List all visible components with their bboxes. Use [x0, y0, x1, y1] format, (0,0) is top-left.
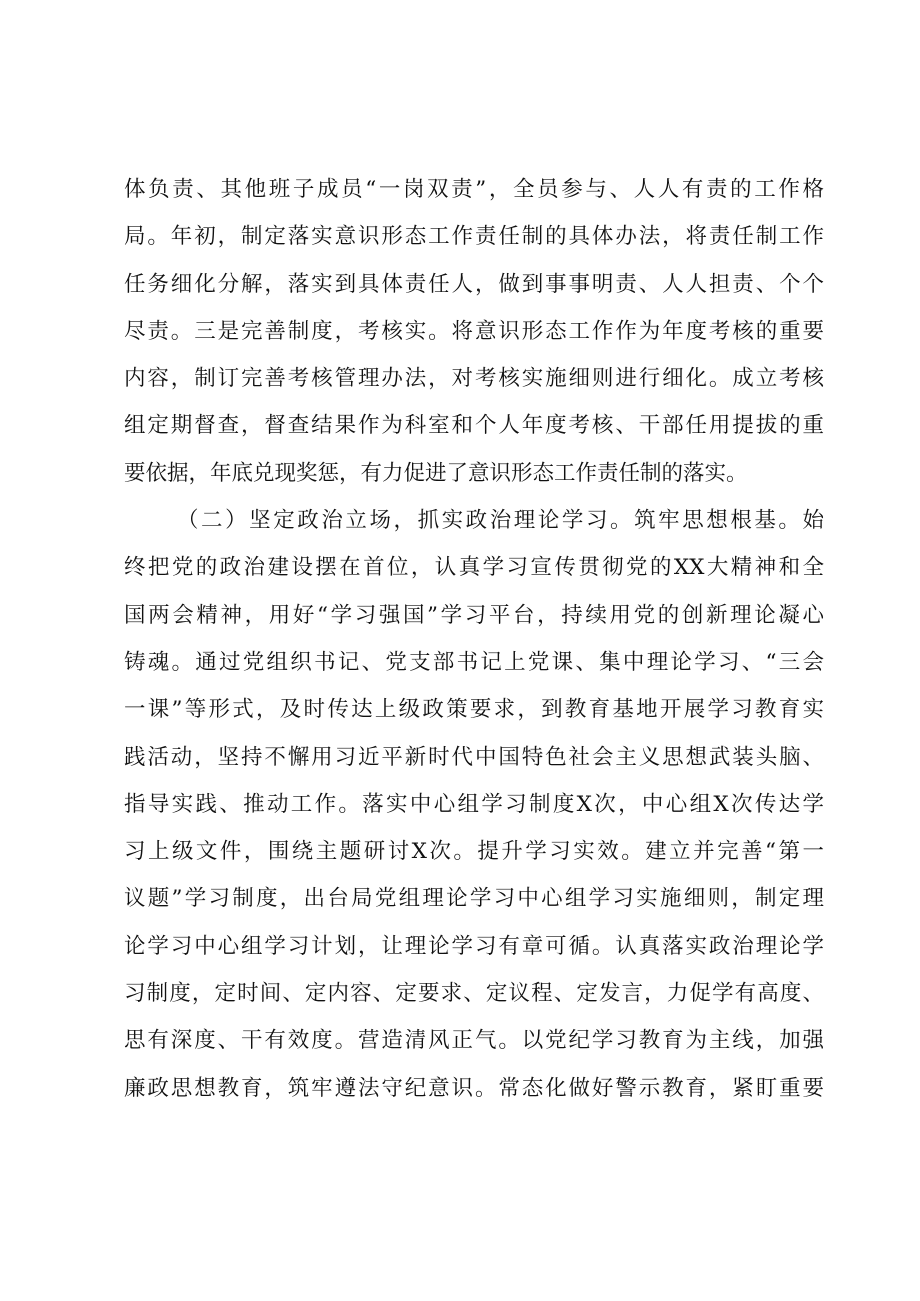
text-line: 要依据，年底兑现奖惩，有力促进了意识形态工作责任制的落实。: [124, 460, 748, 486]
document-body: [124, 166, 824, 1112]
text-line: 思有深度、干有效度。营造清风正气。以党纪学习教育为主线，加强: [124, 1028, 824, 1054]
text-line: 议题”学习制度，出台局党组理论学习中心组学习实施细则，制定理: [124, 886, 824, 912]
text-line: 内容，制订完善考核管理办法，对考核实施细则进行细化。成立考核: [124, 366, 824, 392]
text-line: 局。年初，制定落实意识形态工作责任制的具体办法，将责任制工作: [124, 224, 824, 250]
text-line: 廉政思想教育，筑牢遵法守纪意识。常态化做好警示教育，紧盯重要: [124, 1075, 824, 1101]
text-line: 习上级文件，围绕主题研讨X次。提升学习实效。建立并完善“第一: [124, 839, 824, 865]
text-line: 尽责。三是完善制度，考核实。将意识形态工作作为年度考核的重要: [124, 318, 824, 344]
text-line: 体负责、其他班子成员“一岗双责”，全员参与、人人有责的工作格: [124, 177, 824, 202]
text-line: 习制度，定时间、定内容、定要求、定议程、定发言，力促学有高度、: [124, 981, 824, 1007]
text-line: 国两会精神，用好“学习强国”学习平台，持续用党的创新理论凝心: [124, 602, 824, 628]
text-line: 任务细化分解，落实到具体责任人，做到事事明责、人人担责、个个: [124, 271, 824, 297]
text-line: 践活动，坚持不懈用习近平新时代中国特色社会主义思想武装头脑、: [124, 744, 824, 770]
section-heading-line: （二）坚定政治立场，抓实政治理论学习。筑牢思想根基。始: [177, 508, 824, 534]
text-line: 一课”等形式，及时传达上级政策要求，到教育基地开展学习教育实: [124, 697, 824, 723]
text-line: 论学习中心组学习计划，让理论学习有章可循。认真落实政治理论学: [124, 933, 824, 959]
text-line: 指导实践、推动工作。落实中心组学习制度X次，中心组X次传达学: [124, 791, 824, 817]
text-line: 组定期督查，督查结果作为科室和个人年度考核、干部任用提拔的重: [124, 413, 824, 439]
text-line: 铸魂。通过党组织书记、党支部书记上党课、集中理论学习、“三会: [124, 649, 824, 675]
text-line: 终把党的政治建设摆在首位，认真学习宣传贯彻党的XX大精神和全: [124, 555, 824, 581]
